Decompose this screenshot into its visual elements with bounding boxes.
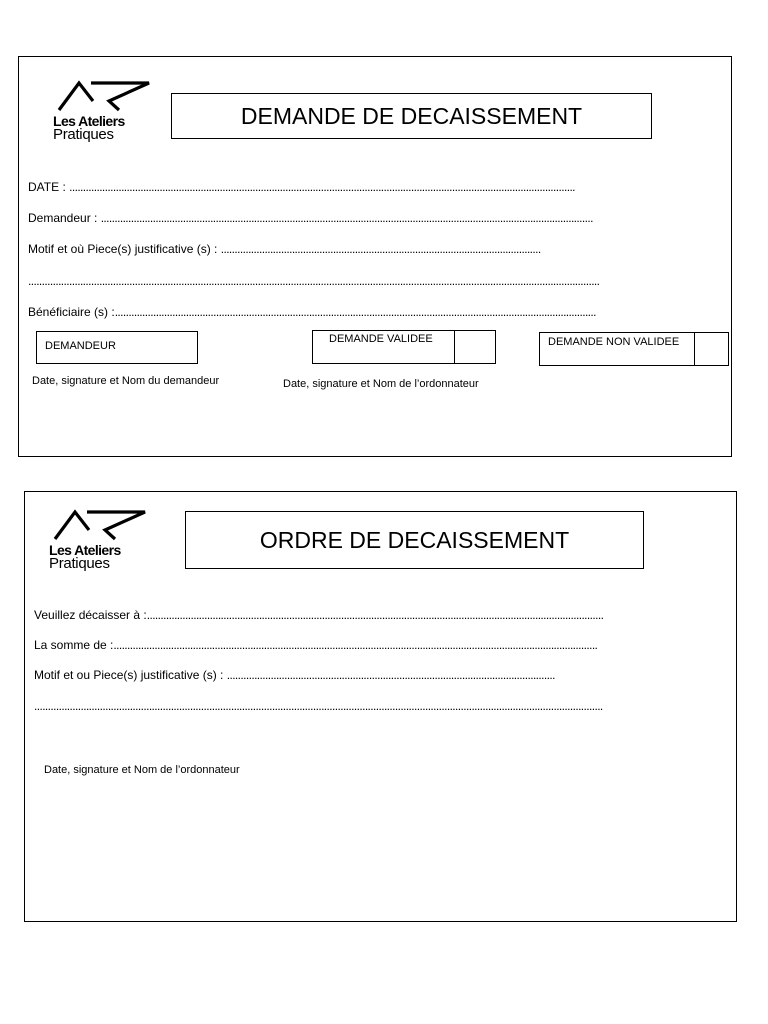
- non-validee-checkbox[interactable]: [694, 332, 729, 366]
- field-label: Veuillez décaisser à :: [34, 608, 147, 622]
- demande-non-validee-label: DEMANDE NON VALIDEE: [548, 336, 680, 348]
- logo-text-line1: Les Ateliers: [49, 542, 121, 558]
- motif-continuation-field[interactable]: [28, 274, 728, 288]
- ordonnateur-signature-caption: Date, signature et Nom de l’ordonnateur: [283, 378, 479, 390]
- fill-line: .....................................................................................................................: [220, 242, 541, 256]
- beneficiaire-field[interactable]: [28, 305, 728, 319]
- decaisser-a-field[interactable]: [34, 608, 733, 622]
- logo-text-line2: Pratiques: [49, 555, 110, 572]
- fill-line: .................................................................................................................................................................................: [113, 638, 598, 652]
- field-label: Demandeur :: [28, 211, 101, 225]
- fill-line: ................................................................................................................................................................................................................: [34, 699, 603, 713]
- form-title: ORDRE DE DECAISSEMENT: [185, 511, 644, 569]
- validee-checkbox[interactable]: [454, 330, 496, 364]
- somme-field[interactable]: [34, 638, 733, 652]
- date-field[interactable]: [28, 180, 726, 194]
- fill-line: ........................................................................................................................: [226, 668, 555, 682]
- field-label: Motif et où Piece(s) justificative (s) :: [28, 242, 221, 256]
- demande-validee-box: [312, 330, 496, 364]
- fill-line: ....................................................................................................................................................................................: [100, 211, 593, 225]
- demandeur-signature-caption: Date, signature et Nom du demandeur: [32, 375, 220, 387]
- field-label: DATE :: [28, 180, 70, 194]
- demande-form: [18, 56, 732, 457]
- field-label: La somme de :: [34, 638, 114, 652]
- demandeur-field[interactable]: [28, 211, 732, 225]
- fill-line: ................................................................................................................................................................................: [114, 305, 596, 319]
- demande-validee-label: DEMANDE VALIDEE: [329, 333, 433, 345]
- demandeur-box-label: DEMANDEUR: [45, 340, 116, 352]
- demandeur-box: [36, 331, 198, 364]
- fill-line: .................................................................................................................................................................................................................: [28, 274, 600, 288]
- logo-text-line1: Les Ateliers: [53, 113, 125, 129]
- field-label: Bénéficiaire (s) :: [28, 305, 115, 319]
- company-logo: [49, 508, 149, 578]
- ordonnateur-signature-caption: Date, signature et Nom de l’ordonnateur: [44, 764, 240, 776]
- motif-field[interactable]: [34, 668, 719, 682]
- fill-line: .........................................................................................................................................................................................: [69, 180, 575, 194]
- logo-text-line2: Pratiques: [53, 126, 114, 143]
- motif-continuation-field[interactable]: [34, 699, 719, 713]
- logo-mark-icon: [57, 79, 153, 115]
- motif-field[interactable]: [28, 242, 728, 256]
- demande-non-validee-box: [539, 332, 729, 366]
- field-label: Motif et ou Piece(s) justificative (s) :: [34, 668, 227, 682]
- fill-line: .......................................................................................................................................................................: [146, 608, 604, 622]
- logo-mark-icon: [53, 508, 149, 544]
- form-title: DEMANDE DE DECAISSEMENT: [171, 93, 652, 139]
- company-logo: [53, 79, 153, 149]
- ordre-form: [24, 491, 737, 922]
